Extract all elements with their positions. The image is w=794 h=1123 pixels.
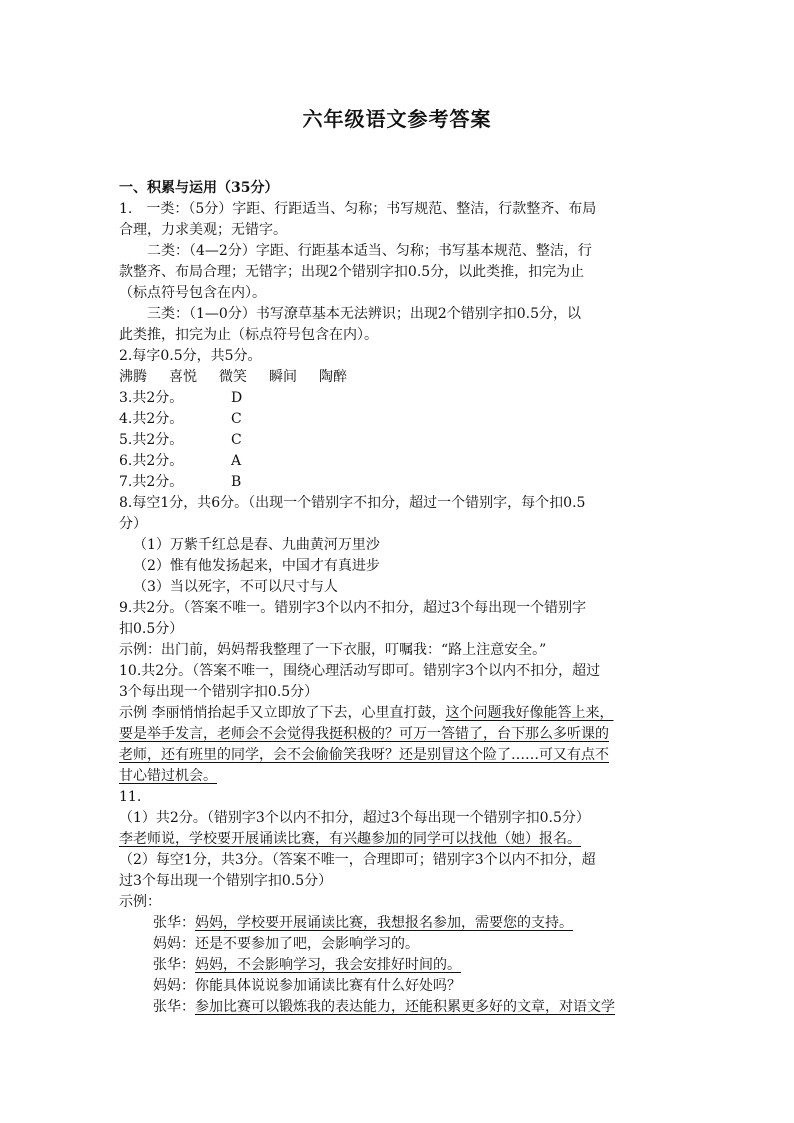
example-underlined-text: 要是举手发言，老师会不会觉得我挺积极的？可万一答错了，台下那么多听课的 <box>119 726 609 742</box>
q9-example: 示例：出门前，妈妈帮我整理了一下衣服，叮嘱我：“路上注意安全。” <box>119 642 547 658</box>
q8-item: （2）惟有他发扬起来，中国才有真进步 <box>133 558 380 574</box>
example-underlined-text: 甘心错过机会。 <box>119 768 217 784</box>
word-answer: 瞬间 <box>269 369 297 385</box>
q9-line: 9.共2分。（答案不唯一。错别字3个以内不扣分，超过3个每出现一个错别字 <box>119 600 587 616</box>
q1-line: 1. 一类：（5分）字距、行距适当、匀称；书写规范、整洁，行款整齐、布局 <box>119 201 597 217</box>
q1-line: （标点符号包含在内）。 <box>119 285 266 301</box>
choice-question: 7.共2分。 <box>119 474 184 490</box>
q1-line: 款整齐、布局合理；无错字；出现2个错别字扣0.5分，以此类推，扣完为止 <box>119 264 585 280</box>
choice-row <box>119 388 679 409</box>
example-underlined-text: 老师，还有班里的同学，会不会偷偷笑我呀？还是别冒这个险了……可又有点不 <box>119 747 609 763</box>
q8-line: 分） <box>119 516 147 532</box>
word-answer: 陶醉 <box>319 369 347 385</box>
word-answer: 微笑 <box>219 369 247 385</box>
choice-row <box>119 451 679 472</box>
document-body <box>119 178 679 1018</box>
dialog-line <box>119 976 679 997</box>
q9-line: 扣0.5分） <box>119 621 184 637</box>
word-answer: 沸腾 <box>119 369 147 385</box>
dialog-line <box>119 934 679 955</box>
q11-label: 11. <box>119 789 142 805</box>
example-underlined-text: 这个问题我好像能答上来， <box>445 705 614 721</box>
dialog-text: 妈妈，不会影响学习，我会安排好时间的。 <box>195 957 461 973</box>
q10-example <box>119 703 679 724</box>
dialog-text: 你能具体说说参加诵读比赛有什么好处吗？ <box>195 978 461 994</box>
dialog-line <box>119 955 679 976</box>
choice-answer: D <box>231 390 243 406</box>
choice-answer: B <box>231 474 242 490</box>
q10-line: 10.共2分。（答案不唯一，围绕心理活动写即可。错别字3个以内不扣分，超过 <box>119 663 601 679</box>
choice-answer: C <box>231 432 242 448</box>
choice-answer: A <box>231 453 242 469</box>
dialog-speaker: 张华： <box>153 957 195 973</box>
q2-line: 2.每字0.5分，共5分。 <box>119 348 262 364</box>
choice-question: 6.共2分。 <box>119 453 184 469</box>
word-answer: 喜悦 <box>169 369 197 385</box>
q1-line: 二类：（4—2分）字距、行距基本适当、匀称；书写基本规范、整洁，行 <box>147 243 592 259</box>
dialog-text: 还是不要参加了吧，会影响学习的。 <box>195 936 419 952</box>
choice-question: 3.共2分。 <box>119 390 184 406</box>
dialog-speaker: 妈妈： <box>153 978 195 994</box>
q1-line: 合理，力求美观；无错字。 <box>119 222 287 238</box>
choice-question: 4.共2分。 <box>119 411 184 427</box>
choice-row <box>119 430 679 451</box>
example-prefix: 示例 李丽悄悄抬起手又立即放了下去，心里直打鼓， <box>119 705 446 721</box>
dialog-speaker: 张华： <box>153 999 195 1015</box>
choice-question: 5.共2分。 <box>119 432 184 448</box>
section-heading: 一、积累与运用（35分） <box>119 180 279 196</box>
q8-line: 8.每空1分，共6分。（出现一个错别字不扣分，超过一个错别字，每个扣0.5 <box>119 495 586 511</box>
q8-item: （1）万紫千红总是春、九曲黄河万里沙 <box>133 537 380 553</box>
q11-part2: 过3个每出现一个错别字扣0.5分） <box>119 873 333 889</box>
q11-part1: （1）共2分。（错别字3个以内不扣分，超过3个每出现一个错别字扣0.5分） <box>119 810 590 826</box>
dialog-text: 参加比赛可以锻炼我的表达能力，还能积累更多好的文章，对语文学 <box>195 999 615 1015</box>
q1-line: 此类推，扣完为止（标点符号包含在内）。 <box>119 327 378 343</box>
q1-line: 三类：（1—0分）书写潦草基本无法辨识；出现2个错别字扣0.5分，以 <box>147 306 581 322</box>
q10-line: 3个每出现一个错别字扣0.5分） <box>119 684 319 700</box>
choice-row <box>119 472 679 493</box>
choice-row <box>119 409 679 430</box>
dialog-line <box>119 913 679 934</box>
q11-part1-answer: 李老师说，学校要开展诵读比赛，有兴趣参加的同学可以找他（她）报名。 <box>119 831 581 847</box>
dialog-speaker: 张华： <box>153 915 195 931</box>
page-title: 六年级语文参考答案 <box>302 107 492 131</box>
q2-words <box>119 367 679 388</box>
dialog-line <box>119 997 679 1018</box>
choice-answer: C <box>231 411 242 427</box>
example-label: 示例： <box>119 894 161 910</box>
q11-part2: （2）每空1分，共3分。（答案不唯一，合理即可；错别字3个以内不扣分，超 <box>119 852 596 868</box>
dialog-speaker: 妈妈： <box>153 936 195 952</box>
q8-item: （3）当以死字，不可以尺寸与人 <box>133 579 338 595</box>
dialog-text: 妈妈，学校要开展诵读比赛，我想报名参加，需要您的支持。 <box>195 915 573 931</box>
